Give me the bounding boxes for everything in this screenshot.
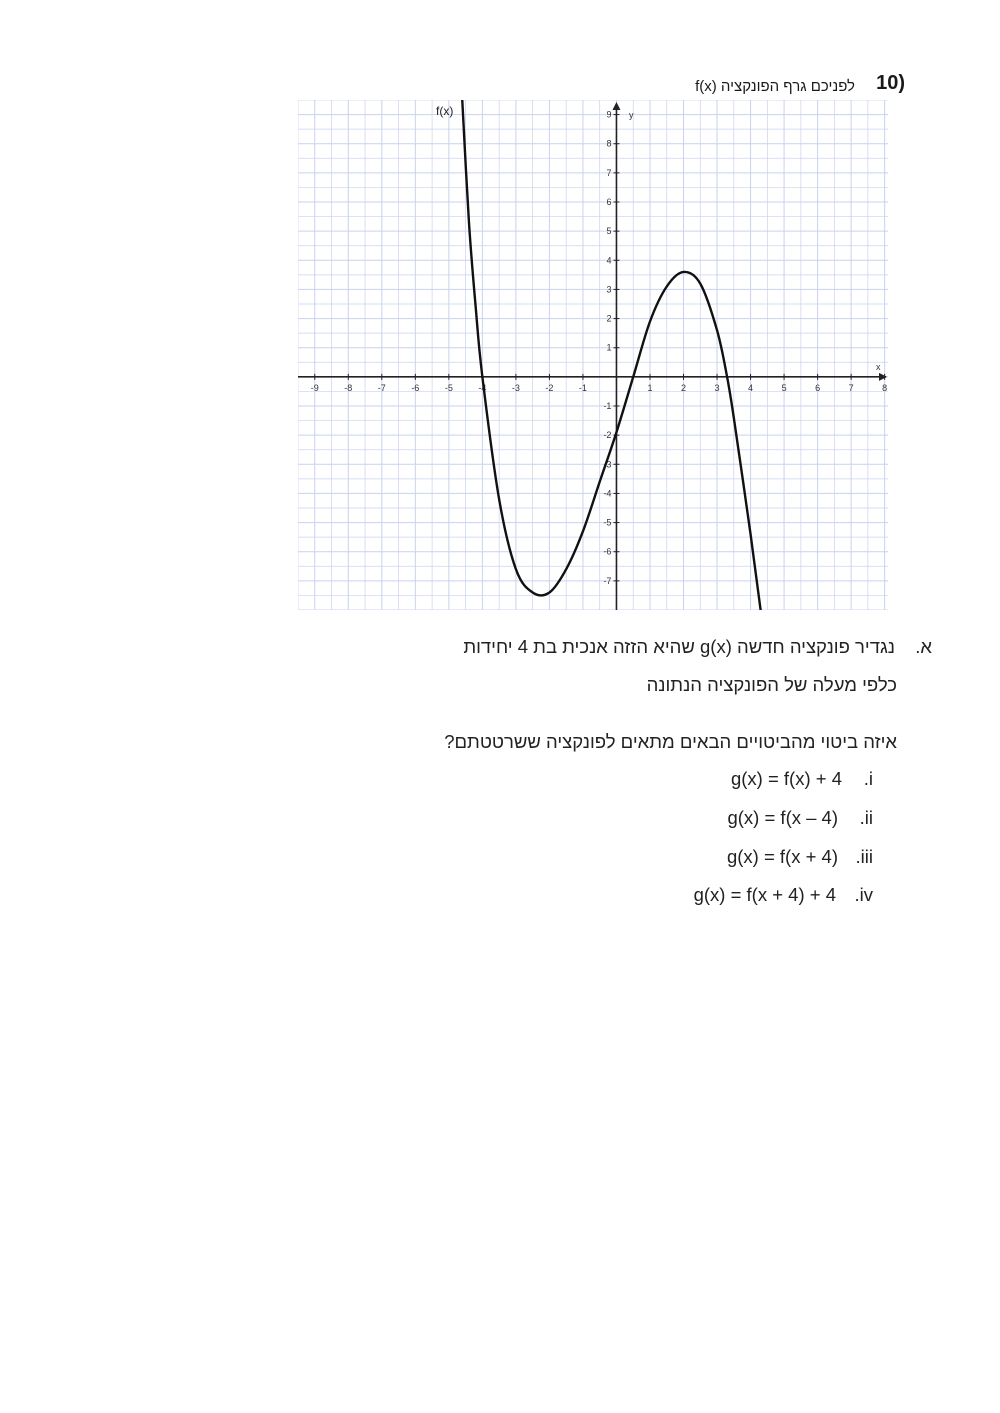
grid-lines — [298, 100, 888, 610]
option-expression: g(x) = f(x + 4) + 4 — [693, 884, 836, 905]
x-tick-label: -8 — [344, 382, 353, 393]
y-tick-label: 9 — [606, 109, 612, 120]
x-tick-label: 3 — [714, 382, 720, 393]
option-number: .i — [863, 768, 873, 789]
x-tick-label: -5 — [444, 382, 453, 393]
x-tick-label: 8 — [882, 382, 888, 393]
x-tick-label: -9 — [310, 382, 319, 393]
y-tick-label: -3 — [603, 459, 612, 470]
question-title: לפניכם גרף הפונקציה f(x) — [695, 78, 855, 95]
y-axis-arrow-icon — [612, 102, 620, 110]
axes — [298, 102, 887, 610]
x-tick-label: -3 — [511, 382, 520, 393]
option-number: .ii — [859, 807, 873, 828]
y-tick-label: -4 — [603, 488, 612, 499]
option-number: .iii — [855, 846, 873, 867]
x-tick-label: -4 — [478, 382, 487, 393]
function-label: f(x) — [436, 104, 454, 118]
y-tick-label: 2 — [606, 313, 612, 324]
y-tick-label: -1 — [603, 401, 612, 411]
y-tick-label: -6 — [603, 546, 612, 557]
y-axis-label: y — [629, 110, 634, 120]
x-tick-label: -6 — [411, 382, 420, 393]
option-expression: g(x) = f(x + 4) — [726, 846, 838, 867]
x-tick-label: -7 — [377, 382, 386, 393]
x-axis-arrow-icon — [879, 373, 887, 381]
question-number: 10) — [876, 72, 905, 94]
option-expression: g(x) = f(x) + 4 — [730, 768, 842, 789]
part-a-text-line-1: נגדיר פונקציה חדשה g(x) שהיא הזזה אנכית בת 4 יחידות — [463, 636, 895, 657]
part-a-letter: א. — [915, 636, 932, 657]
option-expression: g(x) = f(x – 4) — [727, 807, 838, 828]
y-tick-label: 1 — [606, 342, 612, 353]
y-tick-label: 6 — [606, 197, 612, 207]
x-tick-label: 7 — [848, 382, 854, 393]
x-tick-label: 2 — [681, 382, 687, 393]
y-tick-label: 5 — [606, 226, 612, 237]
part-a-question: איזה ביטוי מהביטויים הבאים מתאים לפונקציה ששרטטתם? — [444, 731, 897, 752]
part-a-text-line-2: כלפי מעלה של הפונקציה הנתונה — [646, 674, 897, 695]
x-tick-label: -2 — [545, 382, 554, 393]
option-number: .iv — [854, 884, 873, 905]
y-tick-label: 3 — [606, 284, 612, 295]
y-tick-label: 4 — [606, 255, 612, 266]
x-tick-label: 1 — [647, 382, 653, 393]
x-tick-label: 5 — [781, 382, 787, 393]
x-tick-label: 4 — [748, 382, 754, 393]
x-axis-label: x — [876, 362, 881, 372]
y-tick-label: 7 — [606, 167, 612, 178]
x-tick-label: 6 — [815, 382, 821, 393]
function-graph — [298, 100, 888, 610]
x-tick-label: -1 — [578, 382, 587, 393]
y-tick-label: -7 — [603, 575, 612, 586]
y-tick-label: 8 — [606, 138, 612, 149]
y-tick-label: -5 — [603, 517, 612, 528]
y-tick-label: -2 — [603, 430, 612, 441]
